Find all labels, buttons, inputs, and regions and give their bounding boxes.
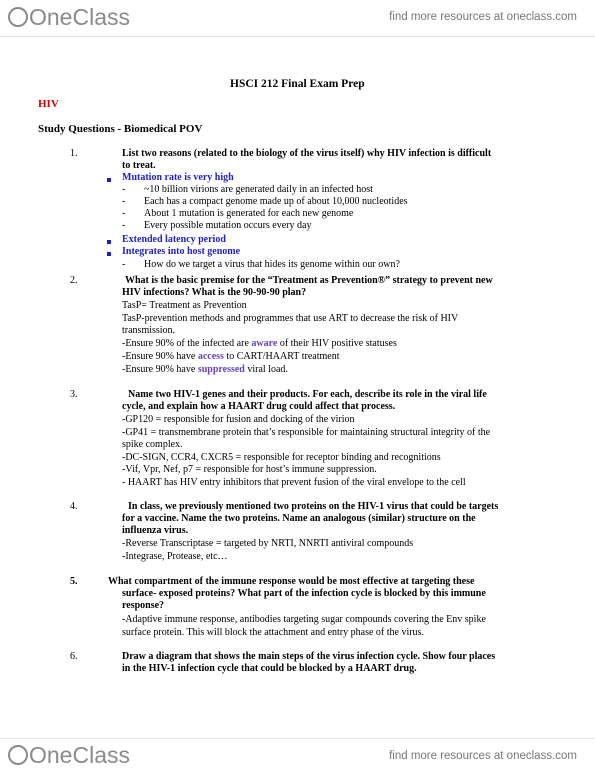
logo-text: OneClass bbox=[29, 742, 130, 768]
q1-answer-mutation-detail-2: Each has a compact genome made up of about 10,000 nucleotides bbox=[144, 196, 408, 207]
q5-line2: surface- exposed proteins? What part of the infection cycle is blocked by this immune bbox=[122, 588, 486, 599]
q2-answer-3: transmission. bbox=[122, 325, 176, 336]
q2-answer-1: TasP= Treatment as Prevention bbox=[122, 300, 247, 311]
q2-aware-highlight: aware bbox=[251, 338, 278, 349]
section-heading: HIV bbox=[38, 98, 59, 110]
q4-number: 4. bbox=[70, 501, 78, 512]
q3-answer-4: -DC-SIGN, CCR4, CXCR5 = responsible for receptor binding and recognitions bbox=[122, 452, 441, 463]
q2-suppressed-post: viral load. bbox=[244, 364, 288, 375]
dash-bullet: - bbox=[122, 184, 126, 195]
q3-line2: cycle, and explain how a HAART drug could affect that process. bbox=[122, 401, 396, 412]
q2-answer-suppressed bbox=[122, 364, 288, 376]
q1-bullet-square bbox=[107, 236, 111, 248]
q6-line1: Draw a diagram that shows the main steps of the virus infection cycle. Show four places bbox=[122, 651, 496, 662]
q1-number: 1. bbox=[70, 148, 78, 159]
dash-bullet: - bbox=[122, 259, 126, 270]
dash-bullet: - bbox=[122, 208, 126, 219]
q1-answer-latency: Extended latency period bbox=[122, 234, 226, 245]
q5-answer-1: -Adaptive immune response, antibodies targeting sugar compounds covering the Env spike bbox=[122, 614, 486, 625]
q4-answer-2: -Integrase, Protease, etc… bbox=[122, 551, 228, 562]
q1-line2: to treat. bbox=[122, 160, 156, 171]
q6-number: 6. bbox=[70, 651, 78, 662]
logo-circle-icon bbox=[8, 7, 28, 27]
q1-answer-mutation-detail-1: ~10 billion virions are generated daily in an infected host bbox=[144, 184, 373, 195]
q4-line3: influenza virus. bbox=[122, 525, 189, 536]
q2-answer-access bbox=[122, 351, 339, 363]
footer-resources-link[interactable]: find more resources at oneclass.com bbox=[389, 750, 577, 762]
q2-line2: HIV infections? What is the 90-90-90 plan? bbox=[122, 287, 307, 298]
footer-divider bbox=[0, 738, 595, 739]
q2-suppressed-highlight: suppressed bbox=[197, 364, 245, 375]
q2-access-highlight: access bbox=[197, 351, 224, 362]
q4-answer-1: -Reverse Transcriptase = targeted by NRTI, NNRTI antiviral compounds bbox=[122, 538, 414, 549]
q2-suppressed-pre: -Ensure 90% have bbox=[122, 364, 198, 375]
q1-answer-integrates: Integrates into host genome bbox=[122, 246, 241, 257]
page-title: HSCI 212 Final Exam Prep bbox=[230, 78, 365, 90]
logo-circle-icon bbox=[8, 745, 28, 765]
q3-answer-6: - HAART has HIV entry inhibitors that prevent fusion of the viral envelope to the cell bbox=[122, 477, 466, 488]
q5-line3: response? bbox=[122, 600, 165, 611]
q2-number: 2. bbox=[70, 275, 78, 286]
oneclass-logo-top[interactable] bbox=[8, 4, 130, 31]
header-resources-link[interactable]: find more resources at oneclass.com bbox=[389, 11, 577, 23]
q5-answer-2: surface protein. This will block the attachment and entry phase of the virus. bbox=[122, 627, 424, 638]
q3-answer-3: spike complex. bbox=[122, 439, 183, 450]
q3-number: 3. bbox=[70, 389, 78, 400]
q1-bullet-square bbox=[107, 248, 111, 260]
q1-line1: List two reasons (related to the biology of the virus itself) why HIV infection is difficult bbox=[122, 148, 492, 159]
q5-number: 5. bbox=[70, 576, 78, 587]
q2-aware-pre: -Ensure 90% of the infected are bbox=[122, 338, 252, 349]
q2-answer-aware bbox=[122, 338, 397, 350]
q2-line1: What is the basic premise for the “Treatment as Prevention®” strategy to prevent new bbox=[125, 275, 493, 286]
q1-answer-mutation: Mutation rate is very high bbox=[122, 172, 234, 183]
q1-answer-integrates-detail: How do we target a virus that hides its genome within our own? bbox=[144, 259, 400, 270]
q3-line1: Name two HIV-1 genes and their products. For each, describe its role in the viral life bbox=[128, 389, 487, 400]
dash-bullet: - bbox=[122, 196, 126, 207]
q1-answer-mutation-detail-4: Every possible mutation occurs every day bbox=[144, 220, 312, 231]
q2-access-pre: -Ensure 90% have bbox=[122, 351, 198, 362]
dash-bullet: - bbox=[122, 220, 126, 231]
q4-line1: In class, we previously mentioned two proteins on the HIV-1 virus that could be targets bbox=[128, 501, 499, 512]
q4-line2: for a vaccine. Name the two proteins. Name an analogous (similar) structure on the bbox=[122, 513, 476, 524]
q6-line2: in the HIV-1 infection cycle that could be blocked by a HAART drug. bbox=[122, 663, 417, 674]
oneclass-logo-bottom[interactable] bbox=[8, 742, 130, 769]
q3-answer-5: -Vif, Vpr, Nef, p7 = responsible for host’s immune suppression. bbox=[122, 464, 377, 475]
q3-answer-1: -GP120 = responsible for fusion and docking of the virion bbox=[122, 414, 355, 425]
q1-bullet-square bbox=[107, 174, 111, 186]
q2-access-post: to CART/HAART treatment bbox=[223, 351, 340, 362]
subsection-heading: Study Questions - Biomedical POV bbox=[38, 123, 203, 135]
q3-answer-2: -GP41 = transmembrane protein that’s responsible for maintaining structural integrity of the bbox=[122, 427, 491, 438]
q2-aware-post: of their HIV positive statuses bbox=[277, 338, 397, 349]
q2-answer-2: TasP-prevention methods and programmes that use ART to decrease the risk of HIV bbox=[122, 313, 459, 324]
header-divider bbox=[0, 36, 595, 37]
q1-answer-mutation-detail-3: About 1 mutation is generated for each new genome bbox=[144, 208, 354, 219]
logo-text: OneClass bbox=[29, 4, 130, 30]
q5-line1: What compartment of the immune response would be most effective at targeting these bbox=[108, 576, 475, 587]
